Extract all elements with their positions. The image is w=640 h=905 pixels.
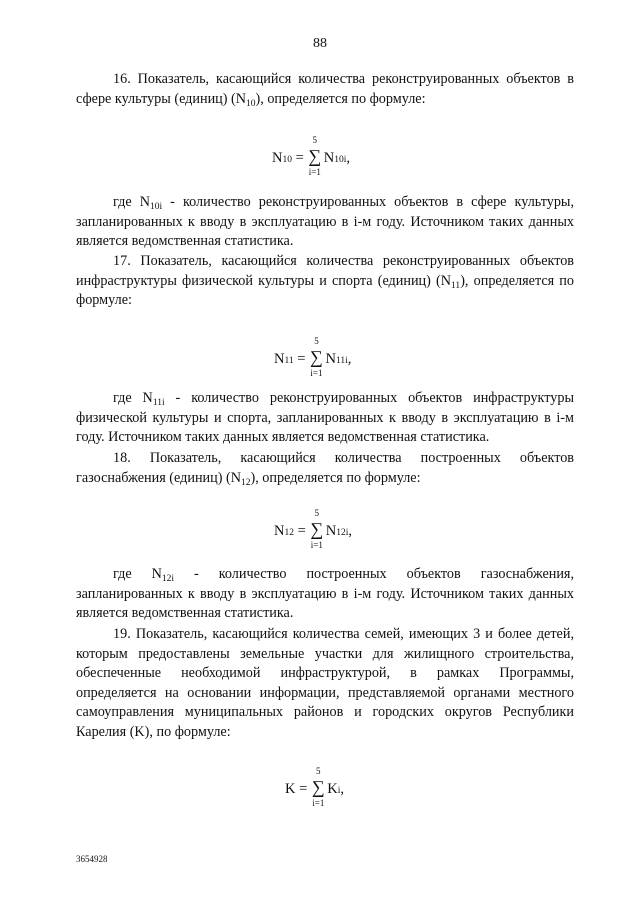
summation-symbol: 5 ∑ i=1: [310, 336, 323, 378]
formula-k: K = 5 ∑ i=1 K i ,: [285, 766, 345, 808]
formula-n11: N 11 = 5 ∑ i=1 N 11i ,: [274, 336, 352, 378]
summation-symbol: 5 ∑ i=1: [308, 135, 322, 177]
section-16-definition: где $N_{10i}$ - количество реконструированных объектов в сфере культуры, запланированных к вводу в эксплуатацию в i-м году. Источником таких данных является ведомственная статистика.: [76, 194, 574, 250]
section-19-intro: 19. Показатель, касающийся количества семей, имеющих 3 и более детей, которым предоставлены земельные участки для жилищного строительства, обеспеченные необходимой инфраструктурой, в рамках Программы, определяется на основании информации, представляемой органами местного самоуправления муниципальных районов и городских округов Республики Карелия (K), по формуле:: [76, 626, 574, 740]
section-16-intro: 16. Показатель, касающийся количества реконструированных объектов в сфере культуры (единиц) $(N_{10})$, определяется по формуле:: [76, 71, 574, 109]
summation-symbol: 5 ∑ i=1: [311, 766, 325, 808]
section-17-definition: где $N_{11i}$ - количество реконструированных объектов инфраструктуры физической культуры и спорта, запланированных к вводу в эксплуатацию в i-м году. Источником таких данных является ведомственная статистика.: [76, 390, 574, 446]
section-18-definition: где $N_{12i}$ - количество построенных объектов газоснабжения, запланированных к вводу в эксплуатацию в i-м году. Источником таких данных является ведомственная статистика.: [76, 566, 575, 622]
summation-symbol: 5 ∑ i=1: [310, 508, 324, 550]
formula-n10: N 10 = 5 ∑ i=1 N 10i ,: [272, 135, 351, 177]
section-18-intro: 18. Показатель, касающийся количества построенных объектов газоснабжения (единиц) $(N_{12})$, определяется по формуле:: [76, 450, 574, 488]
document-code: 3654928: [76, 854, 108, 864]
section-17-intro: 17. Показатель, касающийся количества реконструированных объектов инфраструктуры физической культуры и спорта (единиц) $(N_{11})$, определяется по формуле:: [76, 253, 574, 309]
formula-n12: N 12 = 5 ∑ i=1 N 12i ,: [274, 508, 353, 550]
page-number: 88: [313, 36, 327, 51]
